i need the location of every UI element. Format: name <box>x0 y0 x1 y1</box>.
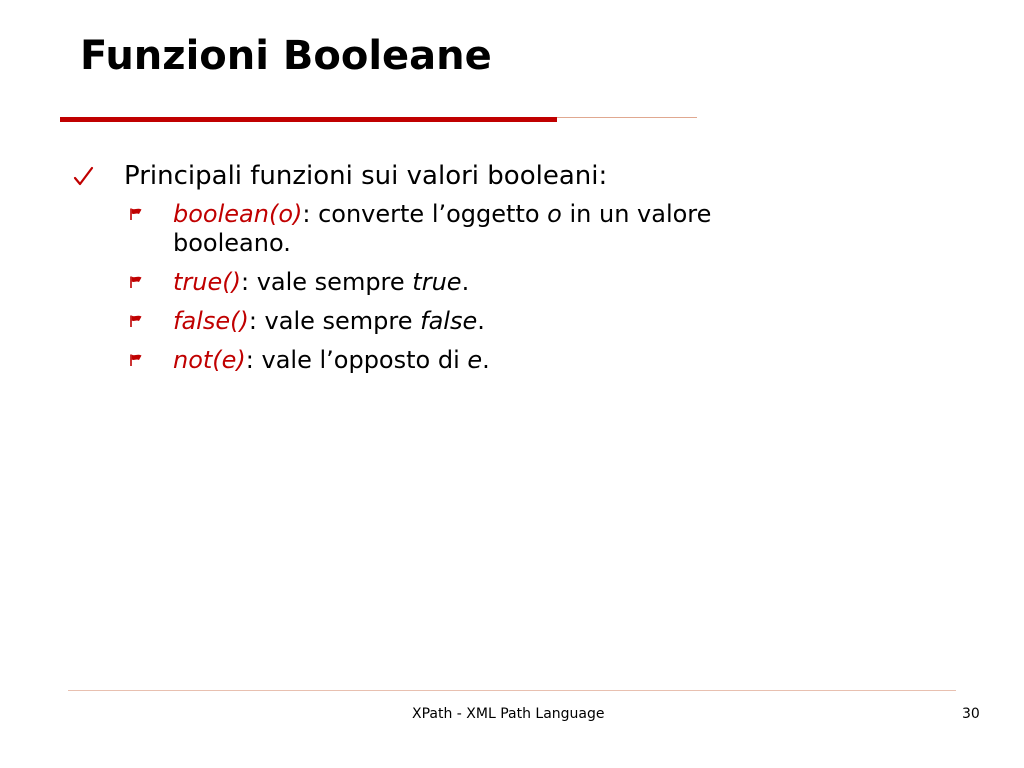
function-name: boolean(o) <box>173 200 303 228</box>
function-description: : vale sempre <box>240 268 413 296</box>
flag-icon <box>129 207 143 221</box>
page-number: 30 <box>962 706 980 722</box>
function-argument: o <box>547 200 562 228</box>
function-name: true() <box>173 268 241 296</box>
flag-icon <box>129 314 143 328</box>
footer-divider <box>68 690 956 691</box>
function-description-end: . <box>477 307 485 335</box>
function-value: false <box>420 307 478 335</box>
title-underline-thin <box>557 117 697 118</box>
function-description-end: . <box>461 268 470 296</box>
function-value: true <box>412 268 462 296</box>
slide-title: Funzioni Booleane <box>80 33 492 79</box>
function-name: not(e) <box>173 346 246 374</box>
bullet-text: Principali funzioni sui valori booleani: <box>124 161 608 191</box>
function-list <box>129 200 829 385</box>
title-underline-thick <box>60 117 557 122</box>
list-item <box>129 200 829 258</box>
function-description-end: . <box>482 346 490 374</box>
flag-icon <box>129 275 143 289</box>
function-description: : vale l’opposto di <box>245 346 468 374</box>
footer-title: XPath - XML Path Language <box>412 706 605 722</box>
function-argument: e <box>467 346 483 374</box>
function-description: : converte l’oggetto <box>302 200 548 228</box>
checkmark-icon <box>72 159 96 193</box>
function-name: false() <box>173 307 249 335</box>
list-item <box>129 307 829 336</box>
list-item <box>129 346 829 375</box>
function-description: : vale sempre <box>248 307 421 335</box>
function-description-end: in un valore booleano. <box>173 200 712 257</box>
flag-icon <box>129 353 143 367</box>
list-item <box>129 268 829 297</box>
